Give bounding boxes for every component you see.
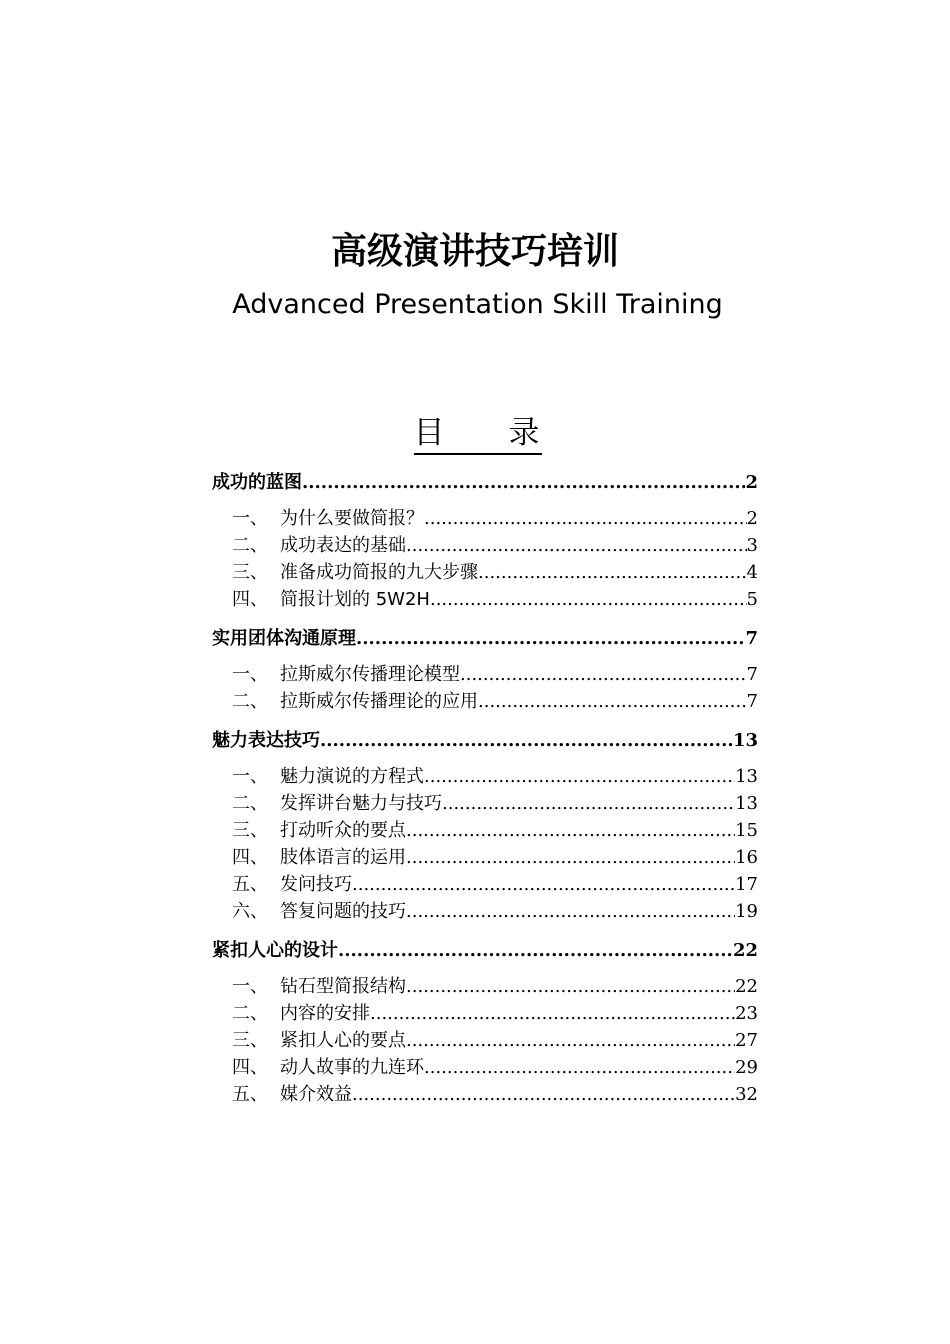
toc-section-title: 魅力表达技巧 — [212, 730, 320, 751]
toc-item-number: 三、 — [232, 562, 268, 583]
toc-item-number: 三、 — [232, 1030, 268, 1051]
toc-item-title: 紧扣人心的要点 — [280, 1030, 406, 1051]
toc-dot-leader — [424, 505, 747, 532]
toc-subsection-entry[interactable] — [212, 871, 758, 898]
toc-page-number: 13 — [732, 730, 758, 751]
toc-page-number: 16 — [735, 847, 758, 868]
toc-dot-leader — [478, 559, 747, 586]
toc-dot-leader — [370, 1000, 735, 1027]
toc-section-title: 紧扣人心的设计 — [212, 940, 338, 961]
toc-item-number: 五、 — [232, 874, 268, 895]
toc-page-number: 23 — [735, 1003, 758, 1024]
toc-item-number: 一、 — [232, 664, 268, 685]
toc-dot-leader — [352, 871, 735, 898]
toc-page-number: 7 — [746, 691, 758, 712]
toc-item-title: 成功表达的基础 — [280, 535, 406, 556]
toc-item-number: 一、 — [232, 766, 268, 787]
toc-page-number: 13 — [735, 793, 758, 814]
toc-item-number: 四、 — [232, 589, 268, 610]
toc-page-number: 7 — [745, 628, 758, 649]
toc-dot-leader — [478, 688, 747, 715]
toc-subsection-entry[interactable] — [212, 898, 758, 925]
toc-page-number: 2 — [746, 508, 758, 529]
toc-page-number: 4 — [746, 562, 758, 583]
toc-page-number: 7 — [746, 664, 758, 685]
toc-subsection-entry[interactable] — [212, 844, 758, 871]
document-title-english: Advanced Presentation Skill Training — [232, 289, 723, 320]
toc-item-number: 二、 — [232, 691, 268, 712]
toc-dot-leader — [302, 469, 745, 496]
toc-item-title: 打动听众的要点 — [280, 820, 406, 841]
toc-section-title: 实用团体沟通原理 — [212, 628, 356, 649]
toc-page-number: 17 — [735, 874, 758, 895]
toc-section-entry[interactable] — [212, 937, 758, 964]
toc-item-title: 动人故事的九连环 — [280, 1057, 424, 1078]
toc-dot-leader — [424, 763, 735, 790]
toc-dot-leader — [406, 1027, 735, 1054]
toc-item-number: 二、 — [232, 793, 268, 814]
toc-item-number: 三、 — [232, 820, 268, 841]
toc-subsection-entry[interactable] — [212, 688, 758, 715]
toc-item-number: 二、 — [232, 1003, 268, 1024]
toc-dot-leader — [406, 817, 735, 844]
toc-item-number: 四、 — [232, 1057, 268, 1078]
toc-section-entry[interactable] — [212, 469, 758, 496]
toc-section-entry[interactable] — [212, 625, 758, 652]
toc-page-number: 5 — [746, 589, 758, 610]
toc-heading-right: 录 — [508, 415, 542, 451]
toc-subsection-entry[interactable] — [212, 763, 758, 790]
toc-page-number: 2 — [745, 472, 758, 493]
toc-item-number: 六、 — [232, 901, 268, 922]
toc-dot-leader — [320, 727, 733, 754]
toc-item-title: 肢体语言的运用 — [280, 847, 406, 868]
document-title-chinese: 高级演讲技巧培训 — [330, 231, 619, 272]
toc-subsection-entry[interactable] — [212, 1054, 758, 1081]
toc-subsection-entry[interactable] — [212, 532, 758, 559]
toc-section-entry[interactable] — [212, 727, 758, 754]
toc-dot-leader — [406, 532, 747, 559]
toc-subsection-entry[interactable] — [212, 661, 758, 688]
toc-subsection-entry[interactable] — [212, 973, 758, 1000]
toc-dot-leader — [424, 1054, 735, 1081]
toc-item-title: 拉斯威尔传播理论的应用 — [280, 691, 478, 712]
toc-page-number: 32 — [735, 1084, 758, 1105]
toc-item-title: 发挥讲台魅力与技巧 — [280, 793, 442, 814]
toc-dot-leader — [406, 973, 735, 1000]
toc-item-title: 拉斯威尔传播理论模型 — [280, 664, 460, 685]
toc-subsection-entry[interactable] — [212, 1000, 758, 1027]
toc-dot-leader — [406, 898, 735, 925]
toc-page-number: 19 — [735, 901, 758, 922]
toc-subsection-entry[interactable] — [212, 559, 758, 586]
toc-page-number: 22 — [735, 976, 758, 997]
toc-dot-leader — [356, 625, 745, 652]
toc-item-title: 魅力演说的方程式 — [280, 766, 424, 787]
toc-subsection-entry[interactable] — [212, 817, 758, 844]
toc-item-title: 内容的安排 — [280, 1003, 370, 1024]
toc-page-number: 13 — [735, 766, 758, 787]
toc-subsection-entry[interactable] — [212, 1027, 758, 1054]
toc-heading-text — [414, 413, 542, 455]
toc-heading-left: 目 — [413, 415, 447, 451]
toc-page-number: 29 — [735, 1057, 758, 1078]
toc-item-number: 一、 — [232, 508, 268, 529]
toc-item-number: 四、 — [232, 847, 268, 868]
toc-subsection-entry[interactable] — [212, 790, 758, 817]
toc-subsection-entry[interactable] — [212, 505, 758, 532]
toc-page-number: 22 — [732, 940, 758, 961]
toc-page-number: 15 — [735, 820, 758, 841]
toc-item-title: 钻石型简报结构 — [280, 976, 406, 997]
toc-page-number: 3 — [746, 535, 758, 556]
toc-page-number: 27 — [735, 1030, 758, 1051]
toc-dot-leader — [442, 790, 735, 817]
toc-dot-leader — [460, 661, 747, 688]
toc-dot-leader — [430, 586, 747, 613]
toc-dot-leader — [338, 937, 733, 964]
toc-item-title: 媒介效益 — [280, 1084, 352, 1105]
toc-subsection-entry[interactable] — [212, 1081, 758, 1108]
toc-item-number: 一、 — [232, 976, 268, 997]
toc-section-title: 成功的蓝图 — [212, 472, 302, 493]
toc-item-number: 五、 — [232, 1084, 268, 1105]
table-of-contents — [212, 469, 758, 1108]
toc-item-title: 发问技巧 — [280, 874, 352, 895]
toc-dot-leader — [352, 1081, 735, 1108]
toc-subsection-entry[interactable] — [212, 586, 758, 613]
toc-item-number: 二、 — [232, 535, 268, 556]
toc-item-title: 简报计划的 5W2H — [280, 589, 430, 610]
toc-item-title: 为什么要做简报？ — [280, 508, 424, 529]
toc-item-title: 答复问题的技巧 — [280, 901, 406, 922]
toc-dot-leader — [406, 844, 735, 871]
toc-heading — [0, 412, 950, 455]
toc-item-title: 准备成功简报的九大步骤 — [280, 562, 478, 583]
